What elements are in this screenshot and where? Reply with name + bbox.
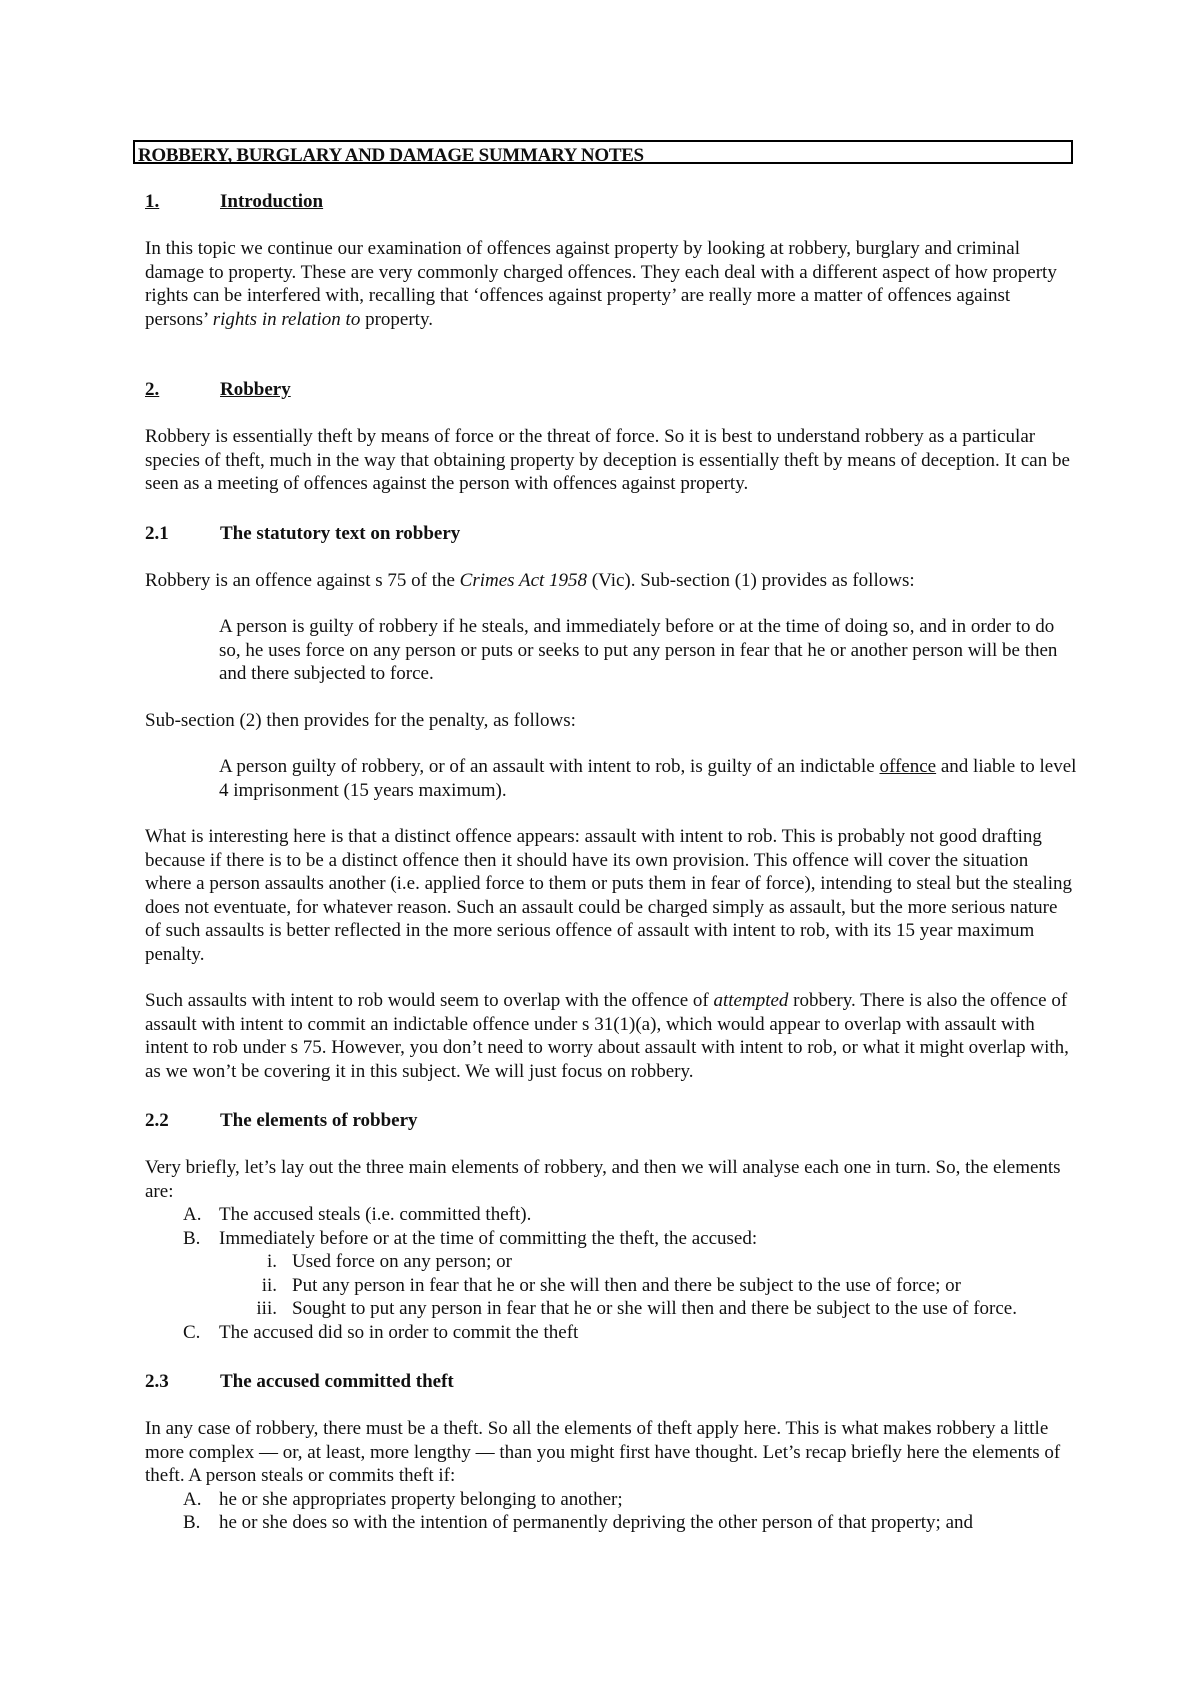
robbery-paragraph: Robbery is essentially theft by means of force or the threat of force. So it is best to understand robbery as a particular species of theft, much in the way that obtaining property by deception is essentially theft by means of deception. It can be seen as a meeting of offences against the person with offences against property. [145, 426, 1070, 494]
section-2-heading [145, 378, 1077, 402]
sub-list-item [145, 1297, 1077, 1321]
section-title: The statutory text on robbery [220, 522, 461, 544]
quote-subsection-1: A person is guilty of robbery if he steals, and immediately before or at the time of doing so, and in order to do so, he uses force on any person or puts or seeks to put any person in fear that he or another person will be then and there subjected to force. [219, 616, 1058, 684]
list-item [145, 1321, 1077, 1345]
section-number: 2.2 [145, 1110, 169, 1131]
document-page [138, 140, 1077, 1535]
statutory-paragraph [145, 569, 1077, 593]
list-marker: iii. [256, 1298, 277, 1319]
list-item-text: Immediately before or at the time of committing the theft, the accused: [219, 1227, 758, 1249]
list-item-text: The accused steals (i.e. committed theft). [219, 1204, 532, 1225]
intro-text: In this topic we continue our examination of offences against property by looking at robbery, burglary and criminal damage to property. These are very commonly charged offences. They each deal with a different aspect of how property rights can be interfered with, recalling that ‘offences against property’ are really more a matter of offences against persons’ [145, 238, 1057, 330]
elements-list [145, 1203, 1077, 1344]
sub-list-item [145, 1274, 1077, 1298]
section-title: The elements of robbery [220, 1110, 418, 1131]
elements-paragraph: Very briefly, let’s lay out the three main elements of robbery, and then we will analyse each one in turn. So, the elements are: [145, 1157, 1061, 1202]
list-item-text: he or she does so with the intention of permanently depriving the other person of that property; and [219, 1512, 974, 1533]
section-number: 1. [145, 191, 160, 212]
list-marker: B. [183, 1227, 201, 1249]
list-item-text: The accused did so in order to commit the theft [219, 1321, 579, 1343]
quote-text-end: and liable to level 4 imprisonment (15 years maximum). [219, 756, 1077, 801]
list-item [145, 1203, 1077, 1227]
intro-paragraph [145, 237, 1077, 331]
list-item-text: Sought to put any person in fear that he or she will then and there be subject to the use of force. [292, 1298, 1017, 1319]
section-2-2-heading [145, 1109, 1077, 1133]
section-2-3-heading [145, 1370, 1077, 1394]
theft-elements-list [145, 1488, 1077, 1535]
list-item [145, 1488, 1077, 1512]
list-marker: A. [183, 1204, 202, 1225]
section-number: 2. [145, 379, 160, 400]
overlap-emphasis: attempted [713, 990, 789, 1011]
list-item-text: he or she appropriates property belonging to another; [219, 1488, 623, 1510]
overlap-text-end: robbery. There is also the offence of assault with intent to commit an indictable offence under s 31(1)(a), which would appear to overlap with assault with intent to rob under s 75. However, you don’t need to worry about assault with intent to rob, or what it might overlap with, as we won’t be covering it in this subject. We will just focus on robbery. [145, 990, 1069, 1082]
act-name: Crimes Act 1958 [459, 569, 588, 591]
list-marker: C. [183, 1321, 201, 1343]
list-marker: B. [183, 1512, 201, 1533]
section-title: Robbery [220, 379, 291, 400]
theft-paragraph: In any case of robbery, there must be a theft. So all the elements of theft apply here. This is what makes robbery a little more complex — or, at least, more lengthy — than you might first have thought. Let’s recap briefly here the elements of theft. A person steals or commits theft if: [145, 1418, 1061, 1486]
list-item-text: Used force on any person; or [292, 1251, 513, 1272]
section-number: 2.3 [145, 1371, 169, 1392]
list-marker: A. [183, 1488, 202, 1510]
section-1-heading [145, 190, 1077, 214]
section-title: Introduction [220, 191, 324, 212]
section-2-1-heading [145, 522, 1077, 546]
intro-emphasis: rights in relation to [212, 308, 361, 330]
list-marker: i. [266, 1251, 277, 1272]
list-marker: ii. [261, 1274, 277, 1296]
list-item [145, 1227, 1077, 1251]
s75-text: Robbery is an offence against s 75 of the [145, 569, 460, 591]
document-title: ROBBERY, BURGLARY AND DAMAGE SUMMARY NOTES [133, 140, 1073, 164]
intro-text-end: property. [360, 308, 433, 330]
section-title: The accused committed theft [220, 1371, 454, 1392]
quote-subsection-2 [219, 755, 1077, 802]
list-item [145, 1511, 1077, 1535]
list-item-text: Put any person in fear that he or she will then and there be subject to the use of force; or [292, 1274, 962, 1296]
section-number: 2.1 [145, 522, 169, 544]
subsection-2-paragraph: Sub-section (2) then provides for the penalty, as follows: [145, 709, 576, 731]
underlined-term: offence [879, 756, 937, 777]
sub-list-item [145, 1250, 1077, 1274]
overlap-text: Such assaults with intent to rob would seem to overlap with the offence of [145, 990, 714, 1011]
overlap-paragraph [145, 989, 1077, 1083]
interesting-paragraph: What is interesting here is that a distinct offence appears: assault with intent to rob. This is probably not good drafting because if there is to be a distinct offence then it should have its own provision. This offence will cover the situation where a person assaults another (i.e. applied force to them or puts them in fear of force), intending to steal but the stealing does not eventuate, for whatever reason. Such an assault could be charged simply as assault, but the more serious nature of such assaults is better reflected in the more serious offence of assault with intent to rob, with its 15 year maximum penalty. [145, 826, 1073, 965]
quote-text: A person guilty of robbery, or of an assault with intent to rob, is guilty of an indictable [219, 756, 880, 777]
s75-text-end: (Vic). Sub-section (1) provides as follows: [587, 569, 915, 591]
